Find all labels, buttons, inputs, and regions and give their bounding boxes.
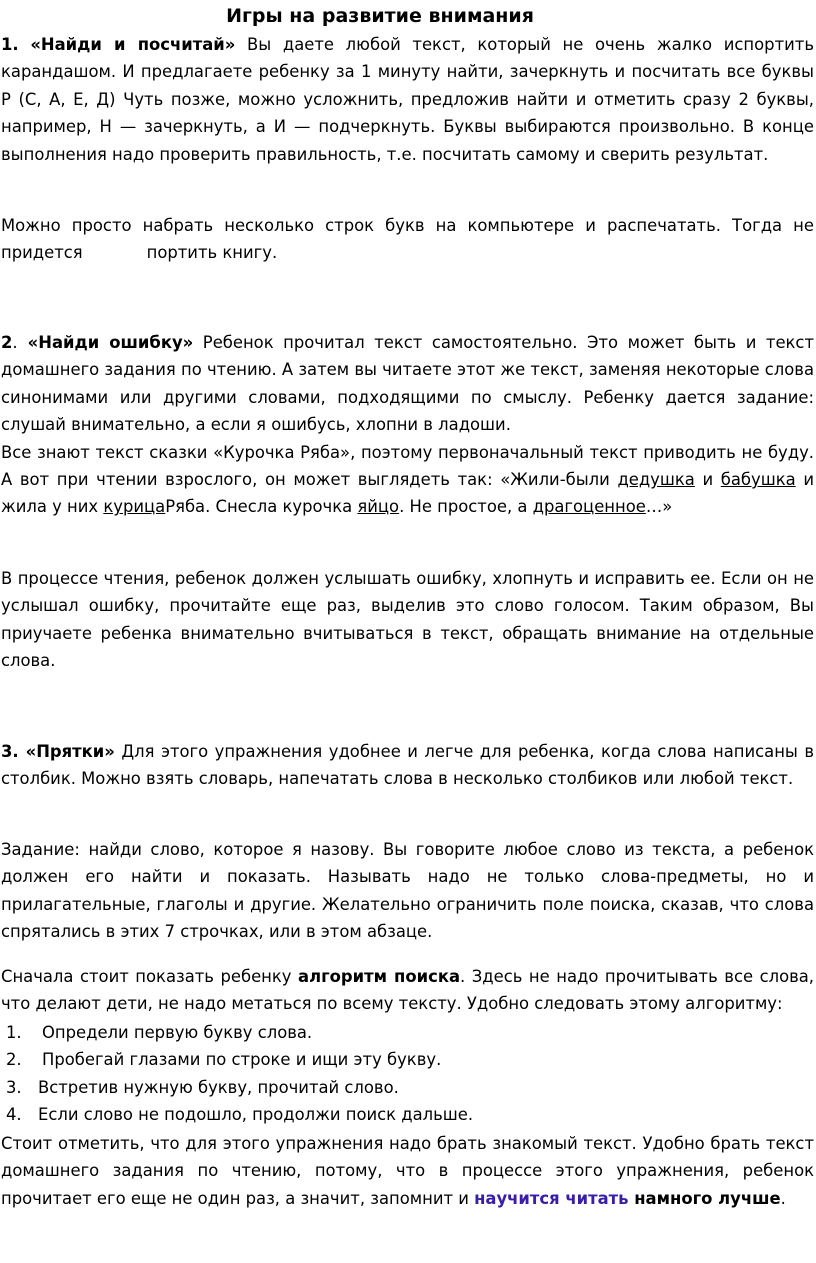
step-number: 1. [6, 1023, 22, 1042]
example-text-1: и [694, 470, 721, 490]
list-item [6, 1046, 806, 1073]
list-item [6, 1019, 806, 1046]
game3-closing [1, 1130, 814, 1212]
step-text: Пробегай глазами по строке и ищи эту букву. [42, 1050, 442, 1070]
step-number: 3. [6, 1077, 22, 1097]
error-word-4: яйцо [357, 497, 400, 517]
example-text-2: и жила у них [1, 470, 814, 517]
algo-before: Сначала стоит показать ребенку [1, 967, 299, 986]
game2-dot: . [12, 333, 18, 352]
list-item [6, 1101, 806, 1128]
step-number: 2. [6, 1050, 22, 1070]
step-text: Встретив нужную букву, прочитай слово. [38, 1077, 399, 1097]
closing-text: Стоит отметить, что для этого упражнения надо брать знакомый текст. Удобно брать текст домашнего задания по чтению, потому, что в процессе этого упражнения, ребенок прочитает его еще не один раз, а значит, запомнит и [1, 1134, 814, 1208]
closing-end: . [780, 1188, 786, 1208]
step-text: Определи первую букву слова. [42, 1023, 313, 1042]
game3-text: Для этого упражнения удобнее и легче для ребенка, когда слова написаны в столбик. Можно взять словарь, напечатать слова в несколько столбиков или любой текст. [1, 742, 814, 789]
game3-number: 3. [1, 742, 19, 761]
game2-text: Ребенок прочитал текст самостоятельно. Это может быть и текст домашнего задания по чтению. А затем вы читаете этот же текст, заменяя некоторые слова синонимами или другими словами, подходящими по смыслу. Ребенку дается задание: слушай внимательно, а если я ошибусь, хлопни в ладоши. [1, 333, 814, 435]
game1-number: 1. [1, 35, 19, 54]
game1-name: «Найди и посчитай» [30, 35, 236, 54]
game3-task: Задание: найди слово, которое я назову. Вы говорите любое слово из текста, а ребенок должен его найти и показать. Называть надо не только слова-предметы, но и прилагательные, глаголы и другие. Желательно ограничить поле поиска, сказав, что слова спрятались в этих 7 строчках, или в этом абзаце. [1, 840, 814, 942]
closing-bold: намного лучше [628, 1188, 781, 1208]
learn-to-read-link[interactable]: научится читать [474, 1188, 629, 1208]
game1-note-part1: Можно просто набрать несколько строк букв на компьютере и распечатать. Тогда не придется [1, 216, 814, 263]
game3-name: «Прятки» [18, 742, 115, 761]
game2-paragraph [1, 329, 814, 521]
algo-bold: алгоритм поиска [298, 967, 461, 986]
algorithm-steps [6, 1019, 806, 1129]
page-title: Игры на развитие внимания [226, 5, 534, 27]
game1-paragraph [1, 31, 814, 168]
error-word-1: дедушка [617, 470, 695, 490]
error-word-2: бабушка [720, 470, 796, 490]
error-word-5: драгоценное [532, 497, 646, 517]
game1-text: Вы даете любой текст, который не очень жалко испортить карандашом. И предлагаете ребенку за 1 минуту найти, зачеркнуть и посчитать все буквы Р (С, А, Е, Д) Чуть позже, можно усложнить, предложив найти и отметить сразу 2 буквы, например, Н — зачеркнуть, а И — подчеркнуть. Буквы выбираются произвольно. В конце выполнения надо проверить правильность, т.е. посчитать самому и сверить результат. [1, 35, 814, 164]
example-text-5: …» [645, 497, 673, 517]
game2-example-intro: Все знают текст сказки «Курочка Ряба», поэтому первоначальный текст приводить не буду. А вот при чтении взрослого, он может выглядеть так: «Жили-были [1, 442, 814, 490]
game2-after: В процессе чтения, ребенок должен услышать ошибку, хлопнуть и исправить ее. Если он не услышал ошибку, прочитайте еще раз, выделив это слово голосом. Таким образом, Вы приучаете ребенка внимательно вчитываться в текст, обращать внимание на отдельные слова. [1, 569, 814, 671]
algo-after: . Здесь не надо прочитывать все слова, что делают дети, не надо метаться по всему тексту. Удобно следовать этому алгоритму: [1, 967, 815, 1014]
error-word-3: курица [103, 497, 166, 517]
game2-number: 2 [1, 333, 13, 352]
step-text: Если слово не подошло, продолжи поиск дальше. [38, 1105, 474, 1125]
step-number: 4. [6, 1105, 22, 1125]
game2-name: «Найди ошибку» [17, 333, 194, 352]
list-item [6, 1074, 806, 1101]
game3-paragraph [1, 738, 814, 793]
example-text-3: Ряба. Снесла курочка [165, 497, 358, 517]
game3-algorithm-intro [1, 963, 814, 1018]
game1-note-part2: портить книгу. [146, 243, 278, 263]
example-text-4: . Не простое, а [399, 497, 533, 517]
game1-note [1, 212, 814, 267]
